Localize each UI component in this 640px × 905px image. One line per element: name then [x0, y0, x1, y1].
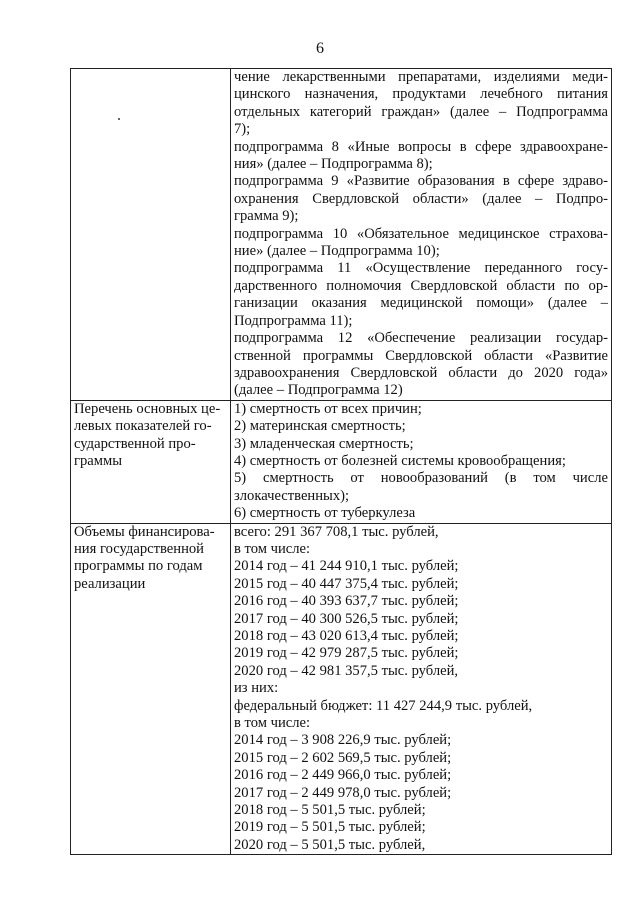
- text-line: 5) смертность от новообразований (в том числе: [234, 470, 608, 487]
- text-line: ственной программы Свердловской области «Развитие: [234, 347, 608, 364]
- text-line: 1) смертность от всех причин;: [234, 400, 422, 417]
- row-label-cell: [71, 523, 231, 855]
- text-line: злокачественных);: [234, 487, 350, 504]
- text-line: в том числе:: [234, 540, 311, 557]
- text-line: 2018 год – 43 020 613,4 тыс. рублей;: [234, 628, 459, 644]
- text-line: 4) смертность от болезней системы кровообращения;: [234, 452, 566, 469]
- text-line: 2015 год – 40 447 375,4 тыс. рублей;: [234, 575, 459, 592]
- text-line: отдельных категорий граждан» (далее – Подпрограмма: [234, 103, 608, 120]
- text-line: 2016 год – 40 393 637,7 тыс. рублей;: [234, 593, 459, 610]
- text-line: дарственного полномочия Свердловской области по ор-: [234, 277, 608, 294]
- row-label-cell: [71, 69, 231, 401]
- text-line: 2015 год – 2 602 569,5 тыс. рублей;: [234, 749, 452, 766]
- text-line: 2018 год – 5 501,5 тыс. рублей;: [234, 802, 426, 819]
- text-line: 2020 год – 42 981 357,5 тыс. рублей,: [234, 662, 459, 679]
- row-value-cell: [231, 69, 612, 401]
- row-label-cell: [71, 400, 231, 523]
- text-line: здравоохранения Свердловской области до 2020 года»: [234, 364, 608, 381]
- label-line: Перечень основных це-: [74, 400, 221, 417]
- text-line: подпрограмма 10 «Обязательное медицинское страхова-: [234, 225, 608, 242]
- text-line: ние» (далее – Подпрограмма 10);: [234, 243, 440, 260]
- text-line: грамма 9);: [234, 208, 299, 225]
- text-line: 2014 год – 41 244 910,1 тыс. рублей;: [234, 558, 459, 575]
- text-line: 2019 год – 42 979 287,5 тыс. рублей;: [234, 645, 459, 662]
- text-line: 2014 год – 3 908 226,9 тыс. рублей;: [234, 732, 452, 749]
- text-line: 2017 год – 2 449 978,0 тыс. рублей;: [234, 784, 452, 801]
- text-line: 2) материнская смертность;: [234, 418, 406, 435]
- text-line: чение лекарственными препаратами, изделиями меди-: [234, 69, 608, 85]
- text-line: 3) младенческая смертность;: [234, 435, 414, 452]
- text-line: (далее – Подпрограмма 12): [234, 382, 403, 399]
- text-line: всего: 291 367 708,1 тыс. рублей,: [234, 523, 439, 540]
- label-line: ния государственной: [74, 540, 204, 557]
- text-line: 2020 год – 5 501,5 тыс. рублей,: [234, 836, 426, 853]
- text-line: 2019 год – 5 501,5 тыс. рублей;: [234, 819, 426, 836]
- text-line: подпрограмма 11 «Осуществление переданного госу-: [234, 260, 608, 277]
- row-value-cell: [231, 400, 612, 523]
- text-line: охранения Свердловской области» (далее – Подпро-: [234, 190, 608, 207]
- label-line: программы по годам: [74, 558, 203, 575]
- text-line: цинского назначения, продуктами лечебного питания: [234, 86, 608, 103]
- table-row-subprograms: [71, 69, 612, 401]
- passport-table: [70, 68, 612, 855]
- page-number: 6: [316, 40, 324, 57]
- row-value-cell: [231, 523, 612, 855]
- text-line: федеральный бюджет: 11 427 244,9 тыс. рублей,: [234, 697, 533, 714]
- label-line: Объемы финансирова-: [74, 523, 215, 540]
- text-line: ганизации оказания медицинской помощи» (далее –: [234, 295, 608, 312]
- label-line: сударственной про-: [74, 435, 196, 452]
- text-line: ния» (далее – Подпрограмма 8);: [234, 156, 433, 173]
- label-line: левых показателей го-: [74, 418, 212, 435]
- text-line: из них:: [234, 680, 279, 697]
- table-row-indicators: [71, 400, 612, 523]
- text-line: 2016 год – 2 449 966,0 тыс. рублей;: [234, 767, 452, 784]
- text-line: подпрограмма 12 «Обеспечение реализации государ-: [234, 330, 608, 347]
- label-line: граммы: [74, 452, 123, 469]
- text-line: в том числе:: [234, 715, 311, 732]
- text-line: 7);: [234, 121, 251, 138]
- text-line: 2017 год – 40 300 526,5 тыс. рублей;: [234, 610, 459, 627]
- label-line: реализации: [74, 575, 146, 592]
- text-line: подпрограмма 9 «Развитие образования в сфере здраво-: [234, 173, 608, 190]
- scan-speck: [118, 118, 120, 120]
- text-line: подпрограмма 8 «Иные вопросы в сфере здравоохране-: [234, 138, 608, 155]
- text-line: 6) смертность от туберкулеза: [234, 505, 416, 522]
- text-line: Подпрограмма 11);: [234, 312, 353, 329]
- table-row-financing: [71, 523, 612, 855]
